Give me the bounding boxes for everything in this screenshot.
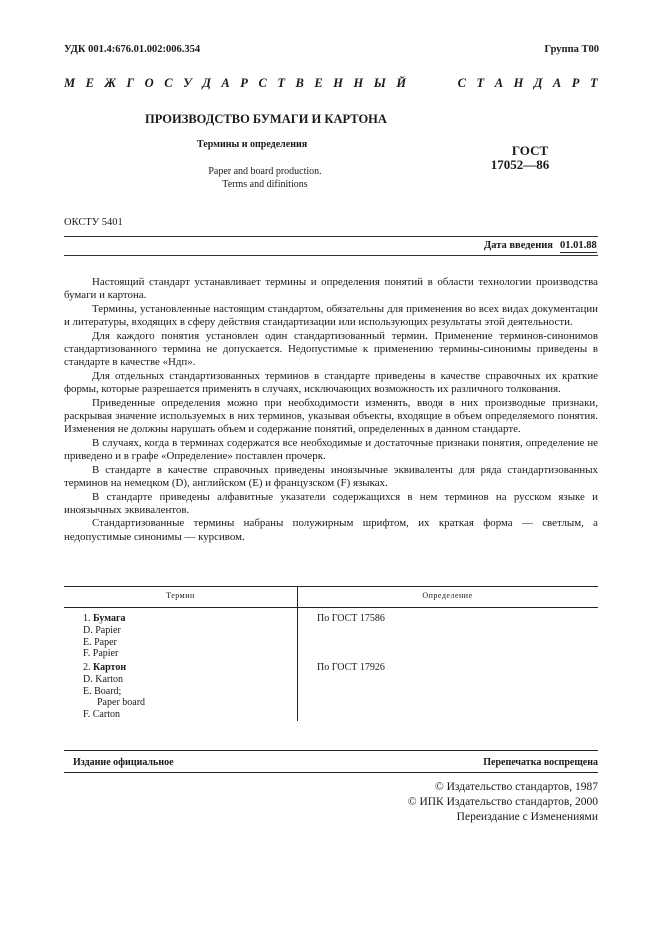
- gost-number: 17052—86: [490, 157, 550, 172]
- banner-letter: О: [144, 76, 154, 90]
- copyright-line: © ИПК Издательство стандартов, 2000: [407, 796, 598, 808]
- term-equivalent: D. Papier: [83, 624, 121, 636]
- term-name: Картон: [93, 662, 127, 673]
- english-title-line2: Terms and difinitions: [222, 179, 308, 190]
- paragraph: Приведенные определения можно при необходимости изменять, вводя в них производные признаки, раскрывая значение используемых в них терминов, указывая объекты, входящие в объем определяемого понятия. Изменения не должны нарушать объем и содержание понятий, определенных в данном стандарте.: [64, 396, 598, 436]
- reissue-note: Переиздание с Изменениями: [456, 811, 598, 823]
- banner-letter: Е: [85, 76, 94, 90]
- okstu-code: ОКСТУ 5401: [64, 217, 123, 228]
- standard-type-banner: [64, 76, 598, 91]
- banner-letter: Ы: [373, 76, 386, 90]
- table-header-border: [64, 607, 598, 608]
- term-equivalent: E. Paper: [83, 636, 117, 648]
- banner-letter: Й: [396, 76, 407, 90]
- official-edition-label: Издание официальное: [73, 757, 174, 768]
- paragraph: Настоящий стандарт устанавливает термины и определения понятий в области технологии производства бумаги и картона.: [64, 276, 598, 302]
- intro-date-label: Дата введения: [484, 240, 553, 251]
- table-top-border: [64, 586, 598, 587]
- banner-letter: А: [221, 76, 230, 90]
- banner-letter: Ж: [104, 76, 117, 90]
- paragraph: Для каждого понятия установлен один стандартизованный термин. Применение терминов-синонимов стандартизованного термина не допускается. Недопустимые к применению термины-синонимы приведены в стандарте в качестве «Ндп».: [64, 329, 598, 369]
- reprint-prohibited-label: Перепечатка воспрещена: [483, 757, 598, 768]
- term-equivalent: E. Board;: [83, 685, 122, 697]
- term-equivalent: Paper board: [97, 697, 146, 709]
- banner-letter: [430, 76, 433, 91]
- paragraph: Для отдельных стандартизованных терминов в стандарте приведены в качестве справочных их краткие формы, которые разрешается применять в случаях, исключающих возможность их различного толкования.: [64, 369, 598, 396]
- copyright-line: © Издательство стандартов, 1987: [434, 781, 598, 793]
- term-definition: По ГОСТ 17586: [317, 613, 385, 624]
- banner-letter: В: [295, 76, 304, 90]
- banner-letter: М: [64, 76, 76, 90]
- body-text: [64, 276, 598, 544]
- banner-letter: А: [552, 76, 562, 90]
- banner-letter: Т: [277, 76, 285, 90]
- term-number: 2.: [83, 662, 91, 673]
- paragraph: В случаях, когда в терминах содержатся все необходимые и достаточные признаки понятия, определение не приведено и в графе «Определение» поставлен прочерк.: [64, 436, 598, 463]
- table-column-divider: [297, 586, 298, 721]
- paragraph: В стандарте в качестве справочных приведены иноязычные эквиваленты для ряда стандартизованных терминов на немецком (D), английском (E) и французском (F) языках.: [64, 463, 598, 490]
- group-code: Группа Т00: [544, 44, 599, 55]
- term-entry: [83, 613, 126, 660]
- banner-letter: [444, 76, 447, 91]
- banner-letter: А: [494, 76, 504, 90]
- table-header-term: Термин: [166, 591, 195, 600]
- divider: [64, 750, 598, 751]
- udk-code: УДК 001.4:676.01.002:006.354: [64, 44, 201, 55]
- banner-letter: Е: [314, 76, 323, 90]
- banner-letter: Р: [240, 76, 248, 90]
- banner-letter: Д: [202, 76, 211, 90]
- document-subtitle: Термины и определения: [197, 139, 308, 150]
- banner-letter: Н: [333, 76, 343, 90]
- term-entry: [83, 662, 145, 721]
- divider: [64, 255, 598, 256]
- intro-date-value: 01.01.88: [560, 240, 597, 251]
- banner-letter: Н: [353, 76, 364, 90]
- banner-letter: Н: [513, 76, 524, 90]
- term-equivalent: F. Carton: [83, 709, 120, 721]
- banner-letter: Т: [476, 76, 485, 90]
- banner-letter: Г: [126, 76, 135, 90]
- banner-letter: Т: [589, 76, 598, 90]
- paragraph: Стандартизованные термины набраны полужирным шрифтом, их краткая форма — светлым, а недопустимые синонимы — курсивом.: [64, 517, 598, 543]
- term-equivalent: D. Karton: [83, 673, 123, 685]
- divider: [64, 236, 598, 237]
- gost-label: ГОСТ: [511, 143, 549, 158]
- banner-letter: С: [258, 76, 267, 90]
- term-name: Бумага: [93, 613, 126, 624]
- banner-letter: Р: [571, 76, 580, 90]
- banner-letter: Д: [533, 76, 543, 90]
- banner-letter: [417, 76, 420, 91]
- paragraph: В стандарте приведены алфавитные указатели содержащихся в нем терминов на русском языке и иноязычных эквивалентов.: [64, 490, 598, 516]
- paragraph: Термины, установленные настоящим стандартом, обязательны для применения во всех видах документации и литературы, входящих в сферу действия стандартизации или использующих результаты этой деятельности.: [64, 302, 598, 329]
- term-equivalent: F. Papier: [83, 648, 119, 660]
- banner-letter: У: [183, 76, 192, 90]
- table-header-definition: Определение: [422, 591, 473, 600]
- banner-letter: С: [457, 76, 466, 90]
- document-title: ПРОИЗВОДСТВО БУМАГИ И КАРТОНА: [145, 112, 387, 126]
- divider: [64, 772, 598, 773]
- term-definition: По ГОСТ 17926: [317, 662, 385, 673]
- english-title-line1: Paper and board production.: [208, 166, 322, 177]
- term-number: 1.: [83, 613, 91, 624]
- banner-letter: С: [164, 76, 173, 90]
